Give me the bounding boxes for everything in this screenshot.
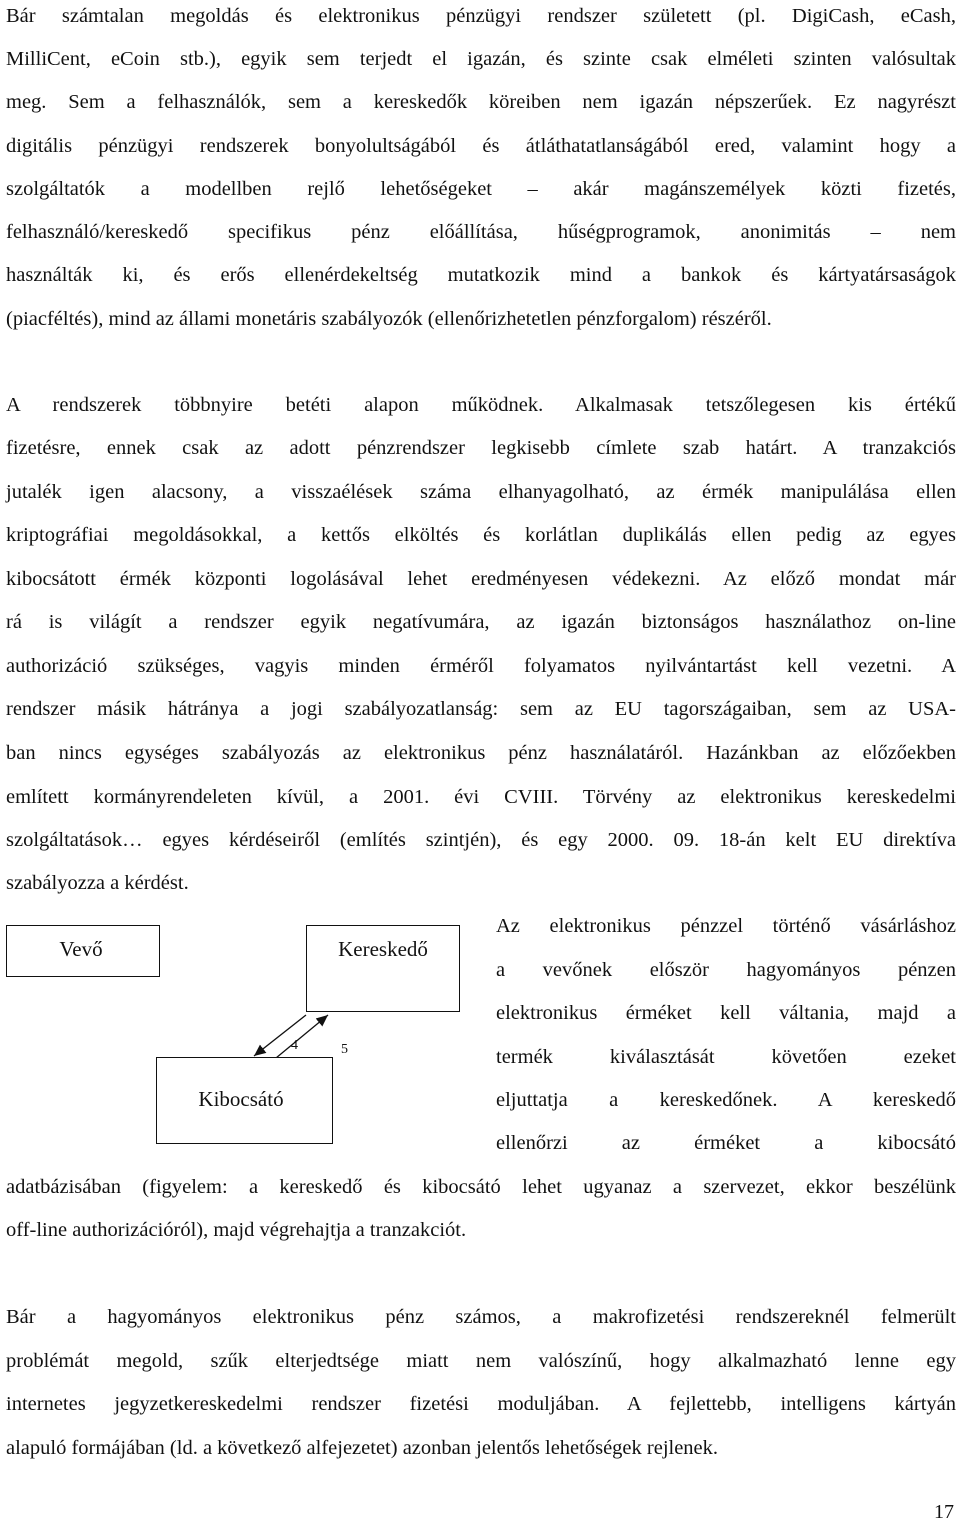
text-line: digitális pénzügyi rendszerek bonyolultságából és átláthatatlanságából ered, valamint hogy a — [6, 135, 956, 157]
text-line: felhasználó/kereskedő specifikus pénz előállítása, hűségprogramok, anonimitás – nem — [6, 221, 956, 243]
text-line: termék kiválasztását követően ezeket — [496, 1046, 956, 1068]
merchant-label: Kereskedő — [338, 937, 428, 961]
text-line: rá is világít a rendszer egyik negatívumára, az igazán biztonságos használathoz on-line — [6, 611, 956, 633]
issuer-label: Kibocsátó — [198, 1087, 284, 1111]
text-line: meg. Sem a felhasználók, sem a kereskedők köreiben nem igazán népszerűek. Ez nagyrészt — [6, 91, 956, 113]
text-line: fizetésre, ennek csak az adott pénzrendszer legkisebb címlete szab határt. A tranzakciós — [6, 437, 956, 459]
text-line: ban nincs egységes szabályozás az elektronikus pénz használatáról. Hazánkban az előzőekben — [6, 742, 956, 764]
text-line: problémát megold, szűk elterjedtsége miatt nem valószínű, hogy alkalmazható lenne egy — [6, 1350, 956, 1372]
text-line: ellenőrzi az érméket a kibocsátó — [496, 1132, 956, 1154]
arrow-4-label: 4 — [291, 1038, 298, 1053]
text-line: internetes jegyzetkereskedelmi rendszer fizetési moduljában. A fejlettebb, intelligens kártyán — [6, 1393, 956, 1415]
buyer-label: Vevő — [59, 937, 103, 961]
text-line: kibocsátott érmék központi logolásával lehet eredményesen védekezni. Az előző mondat már — [6, 568, 956, 590]
arrow-5 — [276, 1015, 328, 1058]
text-line: adatbázisában (figyelem: a kereskedő és kibocsátó lehet ugyanaz a szervezet, ekkor beszélünk — [6, 1176, 956, 1198]
arrow-5-label: 5 — [341, 1042, 348, 1057]
text-line: szolgáltatók a modellben rejlő lehetőségeket – akár magánszemélyek közti fizetés, — [6, 178, 956, 200]
text-line: eljuttatja a kereskedőnek. A kereskedő — [496, 1089, 956, 1111]
text-line: off-line authorizációról), majd végrehajtja a tranzakciót. — [6, 1219, 467, 1241]
text-line: elektronikus érméket kell váltania, majd a — [496, 1002, 956, 1024]
text-line: a vevőnek először hagyományos pénzen — [496, 959, 956, 981]
payment-flow-diagram — [6, 915, 486, 1155]
arrow-4 — [254, 1015, 306, 1056]
text-line: MilliCent, eCoin stb.), egyik sem terjedt el igazán, és szinte csak elméleti szinten valósultak — [6, 48, 956, 70]
text-line: authorizáció szükséges, vagyis minden érméről folyamatos nyilvántartást kell vezetni. A — [6, 655, 956, 677]
text-line: szabályozza a kérdést. — [6, 872, 189, 894]
text-line: Bár számtalan megoldás és elektronikus pénzügyi rendszer született (pl. DigiCash, eCash, — [6, 5, 956, 27]
text-line: A rendszerek többnyire betéti alapon működnek. Alkalmasak tetszőlegesen kis értékű — [6, 394, 956, 416]
text-line: Bár a hagyományos elektronikus pénz számos, a makrofizetési rendszereknél felmerült — [6, 1306, 956, 1328]
text-line: Az elektronikus pénzzel történő vásárláshoz — [496, 915, 956, 937]
text-line: használták ki, és erős ellenérdekeltség mutatkozik mind a bankok és kártyatársaságok — [6, 264, 956, 286]
text-line: szolgáltatások… egyes kérdéseiről (említés szintjén), és egy 2000. 09. 18-án kelt EU direktíva — [6, 829, 956, 851]
text-line: említett kormányrendeleten kívül, a 2001. évi CVIII. Törvény az elektronikus kereskedelmi — [6, 786, 956, 808]
text-line: rendszer másik hátránya a jogi szabályozatlanság: sem az EU tagországaiban, sem az USA- — [6, 698, 956, 720]
text-line: jutalék igen alacsony, a visszaélések száma elhanyagolható, az érmék manipulálása ellen — [6, 481, 956, 503]
text-line: kriptográfiai megoldásokkal, a kettős elköltés és korlátlan duplikálás ellen pedig az egyes — [6, 524, 956, 546]
text-line: (piacféltés), mind az állami monetáris szabályozók (ellenőrizhetetlen pénzforgalom) részéről. — [6, 308, 772, 330]
text-line: alapuló formájában (ld. a következő alfejezetet) azonban jelentős lehetőségek rejlenek. — [6, 1437, 719, 1459]
page-number: 17 — [934, 1501, 954, 1523]
